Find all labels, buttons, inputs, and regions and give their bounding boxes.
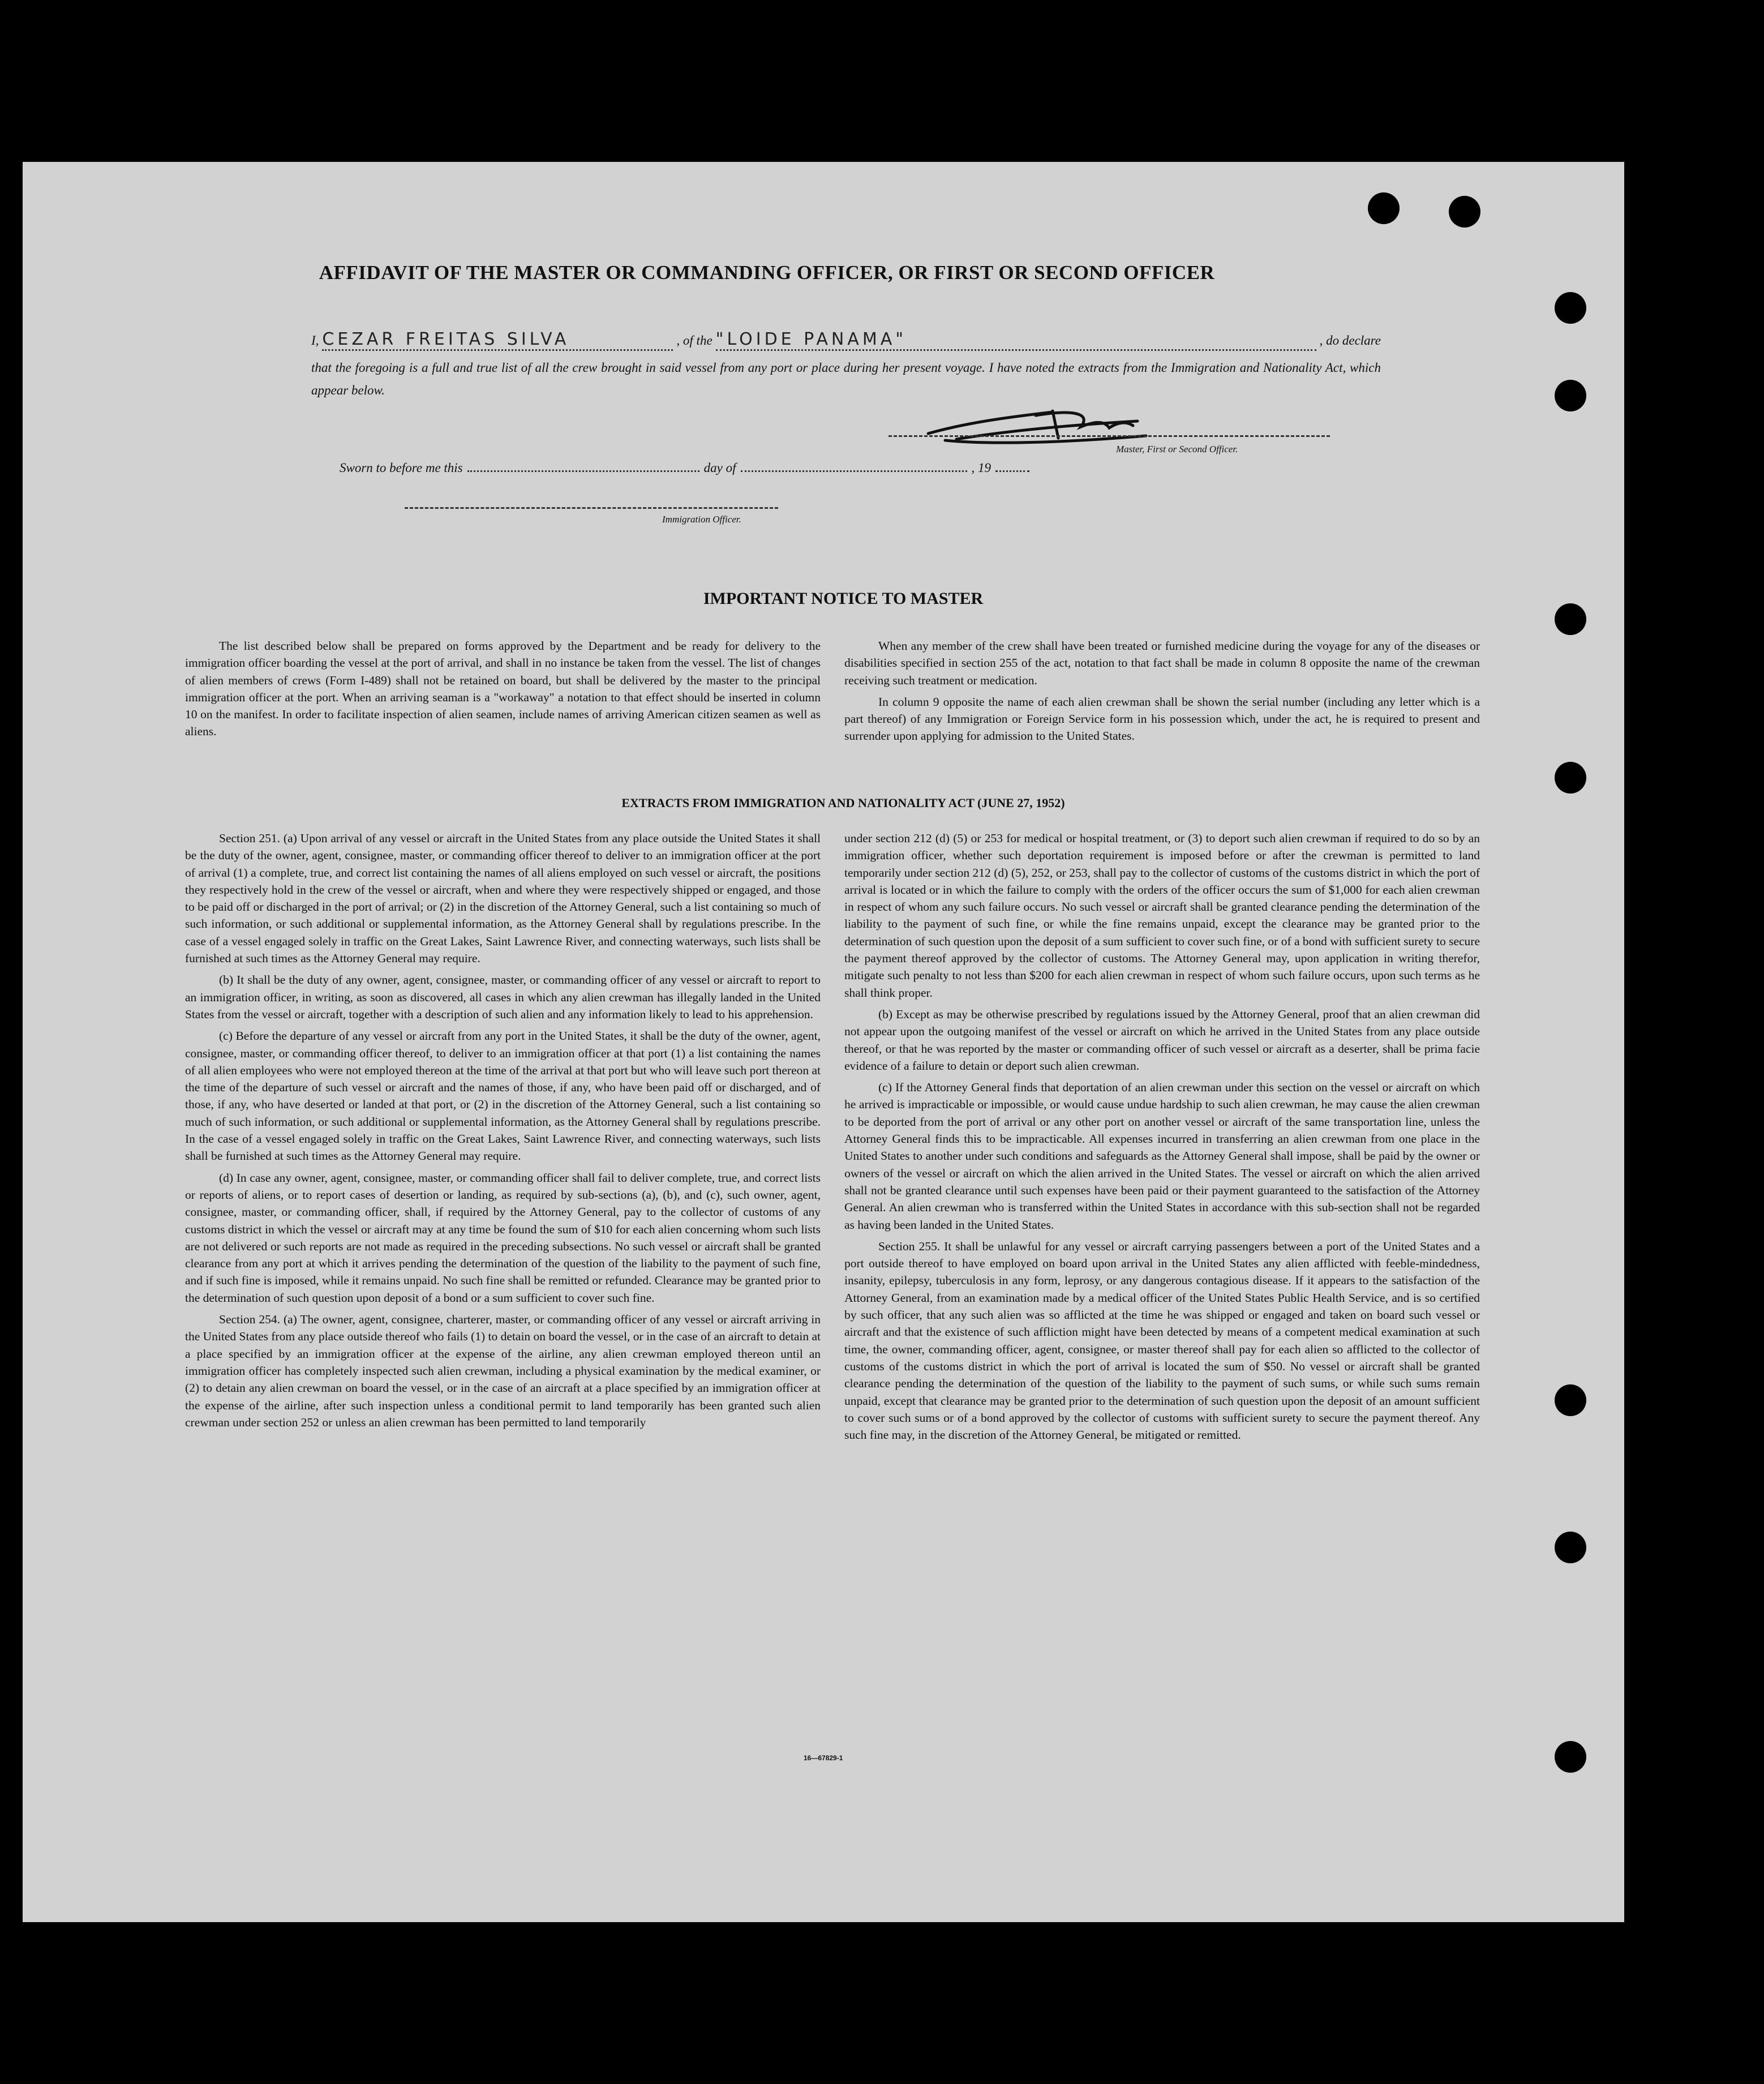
do-declare-label: , do declare [1319,333,1381,348]
punch-hole [1555,380,1586,411]
year-label: , 19 [971,461,991,475]
sworn-label: Sworn to before me this [340,461,463,475]
punch-hole [1555,1741,1586,1773]
punch-hole [1449,196,1480,228]
document-page [23,162,1624,1922]
act-paragraph: (c) If the Attorney General finds that deportation of an alien crewman under this section on the vessel or aircraft on which he arrived is impracticable or impossible, or would cause undue hardship to such alien crewman, he may cause the alien crewman to be deported from the port of arrival or any other port on another vessel or aircraft of the same transportation line, unless the Attorney General finds this to be impracticable. All expenses incurred in transferring an alien crewman from one place in the United States to another under such conditions and safeguards as the Attorney General shall impose, shall be paid by the owner or owners of the vessel or aircraft on which the alien arrived in the United States. The vessel or aircraft on which the alien arrived shall not be granted clearance until such expenses have been paid or their payment guaranteed to the satisfaction of the Attorney General. An alien crewman who is transferred within the United States in accordance with this sub-section shall not be regarded as having been landed in the United States. [844,1080,1480,1232]
punch-hole [1555,1532,1586,1563]
immigration-officer-line [405,507,778,509]
declaration-prefix: I, [311,333,319,348]
declaration-text: that the foregoing is a full and true list of all the crew brought in said vessel from any port or place during her present voyage. I have noted the extracts from the Immigration and Nationality Act, which appear below. [311,361,1381,397]
notice-paragraph: The list described below shall be prepared on forms approved by the Department and be ready for delivery to the immigration officer boarding the vessel at the port of arrival, and shall in no instance be taken from the vessel. The list of changes of alien members of crews (Form I-489) shall not be retained on board, but shall be delivered by the master to the principal immigration officer at the port. When an arriving seaman is a "workaway" a notation to that effect should be inserted in column 10 on the manifest. In order to facilitate inspection of alien seamen, include names of arriving American citizen seamen as well as aliens. [185,639,821,739]
extracts-right-column [844,830,1480,1443]
sworn-year-field [995,470,1029,472]
punch-hole [1368,192,1400,224]
notice-left-column [185,637,821,740]
signature-line [889,435,1330,437]
act-paragraph: (b) It shall be the duty of any owner, agent, consignee, master, or commanding officer of any vessel or aircraft to report to an immigration officer, in writing, as soon as discovered, all cases in which any alien crewman has illegally landed in the United States from the vessel or aircraft, together with a description of such alien and any information likely to lead to his apprehension. [185,973,821,1021]
punch-hole [1555,762,1586,794]
punch-hole [1555,603,1586,635]
act-paragraph: Section 255. It shall be unlawful for any vessel or aircraft carrying passengers between a port of the United States and a port outside thereof to have employed on board upon arrival in the United States any alien afflicted with feeble-mindedness, insanity, epilepsy, tuberculosis in any form, leprosy, or any dangerous contagious disease. If it appears to the satisfaction of the Attorney General, from an examination made by a medical officer of the United States Public Health Service, and is so certified by such officer, that any such alien was so afflicted at the time he was shipped or engaged and taken on board such vessel or aircraft and that the existence of such affliction might have been detected by means of a competent medical examination at such time, the owner, commanding officer, agent, consignee, or master thereof shall pay for each alien so afflicted to the collector of customs of the customs district in which the port of arrival is located the sum of $50. No vessel or aircraft shall be granted clearance pending the determination of the question of the liability to the payment of such sums, or while such sums remain unpaid, except that clearance may be granted prior to the determination of such question upon the deposit of an amount sufficient to cover such sums or of a bond approved by the collector of customs with sufficient surety to secure the payment thereof. Any such fine may, in the discretion of the Attorney General, be mitigated or remitted. [844,1239,1480,1442]
sworn-line [340,461,1034,475]
sworn-day-field [467,470,699,472]
extracts-title: EXTRACTS FROM IMMIGRATION AND NATIONALITY ACT (JUNE 27, 1952) [621,796,1065,810]
act-paragraph: (c) Before the departure of any vessel or aircraft from any port in the United States, it shall be the duty of the owner, agent, consignee, master, or commanding officer thereof, to deliver to an immigration officer at that port (1) a list containing the names of all alien employees who were not employed thereon at the time of the arrival at that port but who will leave such port thereon at the time of the departure of such vessel or aircraft and the names of those, if any, who have been paid off or discharged, and of those, if any, who have deserted or landed at that port, or (2) in the discretion of the Attorney General, such a list containing so much of such information, or such additional or supplemental information, as the Attorney General shall by regulations prescribe. In the case of a vessel engaged solely in traffic on the Great Lakes, Saint Lawrence River, and connecting waterways, such lists shall be furnished at such times as the Attorney General may require. [185,1029,821,1163]
act-paragraph: Section 251. (a) Upon arrival of any vessel or aircraft in the United States from any place outside the United States it shall be the duty of the owner, agent, consignee, master, or commanding officer thereof to deliver to an immigration officer at the port of arrival (1) a complete, true, and correct list containing the names of all aliens employed on such vessel or aircraft, the positions they respectively hold in the crew of the vessel or aircraft, when and where they were respectively shipped or engaged, and those to be paid off or discharged in the port of arrival; or (2) in the discretion of the Attorney General, such a list containing so much of such information, or such additional or supplemental information, as the Attorney General shall by regulations prescribe. In the case of a vessel engaged solely in traffic on the Great Lakes, Saint Lawrence River, and connecting waterways, such lists shall be furnished at such times as the Attorney General may require. [185,831,821,966]
master-name-field: CEZAR FREITAS SILVA [322,329,673,351]
notice-title: IMPORTANT NOTICE TO MASTER [703,589,984,608]
vessel-name-field: "LOIDE PANAMA" [716,329,1316,351]
notice-right-column [844,637,1480,745]
notice-paragraph: In column 9 opposite the name of each alien crewman shall be shown the serial number (including any letter which is a part thereof) of any Immigration or Foreign Service form in his possession which, under the act, he is required to present and surrender upon applying for admission to the United States. [844,694,1480,743]
of-the-label: , of the [676,333,713,348]
affidavit-title: AFFIDAVIT OF THE MASTER OR COMMANDING OFFICER, OR FIRST OR SECOND OFFICER [319,261,1215,284]
sworn-month-field [741,470,967,472]
act-paragraph: under section 212 (d) (5) or 253 for medical or hospital treatment, or (3) to deport such alien crewman if required to do so by an immigration officer, whether such deportation requirement is imposed before or after the crewman is permitted to land temporarily under section 212 (d) (5), 252, or 253, shall pay to the collector of customs of the customs district in which the port of arrival is located or in which the failure to comply with the orders of the officer occurs the sum of $1,000 for each alien crewman in respect of whom any such failure occurs. No such vessel or aircraft shall be granted clearance pending the determination of the liability to the payment of such fine, or while the fine remains unpaid, except the clearance may be granted prior to the determination of such question upon the deposit of a sum sufficient to cover such fine, or of a bond with sufficient surety to secure the payment thereof approved by the collector of customs. The Attorney General may, upon application in writing therefor, mitigate such penalty to not less than $200 for each alien crewman in respect of whom such failure occurs, upon such terms as he shall think proper. [844,831,1480,1000]
punch-hole [1555,1384,1586,1416]
act-paragraph: (d) In case any owner, agent, consignee, master, or commanding officer shall fail to deliver complete, true, and correct lists or reports of aliens, or to report cases of desertion or landing, as required by sub-sections (a), (b), and (c), such owner, agent, consignee, master, or commanding officer, shall, if required by the Attorney General, pay to the collector of customs of any customs district in which the vessel or aircraft may at any time be found the sum of $10 for each alien concerning whom such lists are not delivered or such reports are not made as required in the preceding subsections. No such vessel or aircraft shall be granted clearance from any port at which it arrives pending the determination of the question of the liability to the payment of such fine, and if such fine is imposed, while it remains unpaid. No such fine shall be remitted or refunded. Clearance may be granted prior to the determination of such question upon deposit of a bond or a sum sufficient to cover such fine. [185,1170,821,1305]
extracts-left-column [185,830,821,1431]
notice-paragraph: When any member of the crew shall have been treated or furnished medicine during the voyage for any of the diseases or disabilities specified in section 255 of the act, notation to that fact shall be made in column 8 opposite the name of the crewman receiving such treatment or medication. [844,639,1480,687]
immigration-officer-label: Immigration Officer. [662,514,741,525]
punch-hole [1555,292,1586,324]
act-paragraph: Section 254. (a) The owner, agent, consignee, charterer, master, or commanding officer of any vessel or aircraft arriving in the United States from any place outside thereof who fails (1) to detain on board the vessel, or in the case of an aircraft to detain at a place specified by an immigration officer at the expense of the airline, any alien crewman employed thereon until an immigration officer has completely inspected such alien crewman, including a physical examination by the medical examiner, or (2) to detain any alien crewman on board the vessel, or in the case of an aircraft at a place specified by an immigration officer at the expense of the airline, after such inspection unless a conditional permit to land temporarily has been granted such alien crewman under section 252 or unless an alien crewman has been permitted to land temporarily [185,1313,821,1429]
form-number: 16—67829-1 [804,1754,843,1762]
signature-label: Master, First or Second Officer. [1116,444,1238,454]
declaration [311,329,1381,402]
handwritten-signature [922,400,1160,451]
act-paragraph: (b) Except as may be otherwise prescribed by regulations issued by the Attorney General, proof that an alien crewman did not appear upon the outgoing manifest of the vessel or aircraft on which he arrived in the United States from any place outside thereof, or that he was reported by the master or commanding officer of such vessel or aircraft as a deserter, shall be prima facie evidence of a failure to detain or deport such alien crewman. [844,1007,1480,1073]
day-of-label: day of [703,461,736,475]
